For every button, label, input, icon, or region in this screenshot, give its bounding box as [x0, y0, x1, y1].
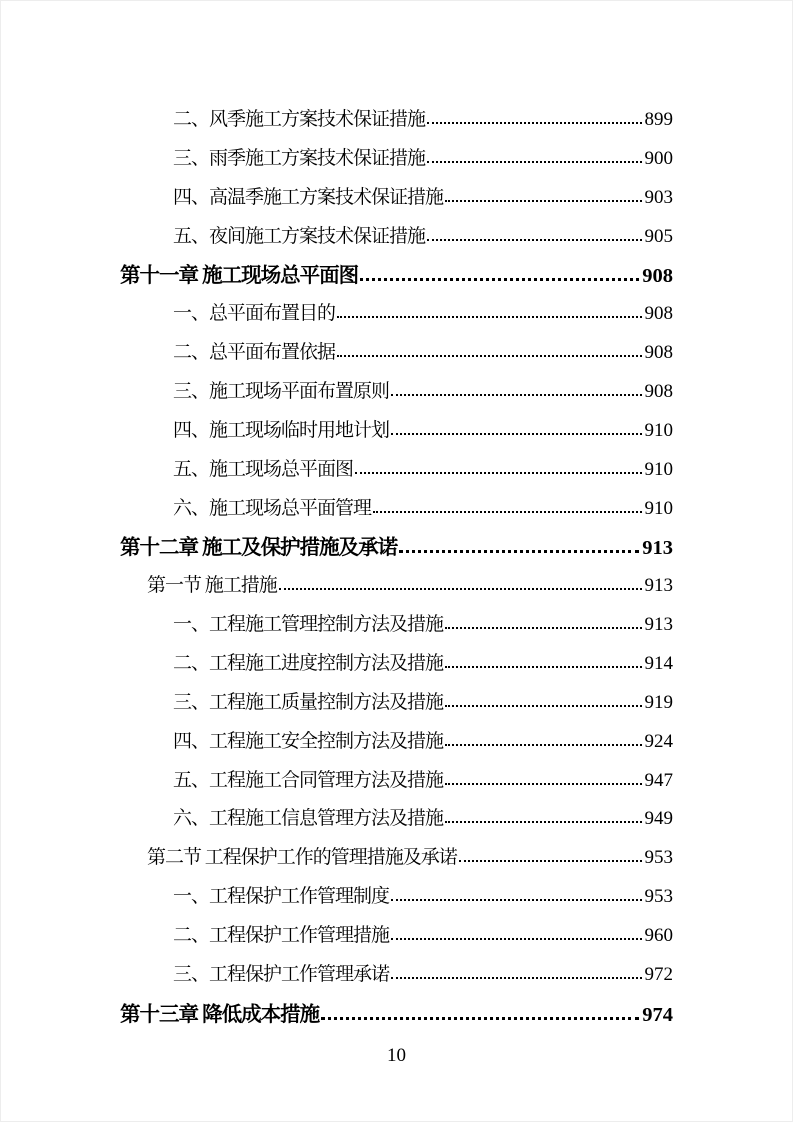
toc-entry-item[interactable]: [120, 484, 673, 523]
toc-entry-page-number: 908: [644, 342, 673, 364]
toc-entry-label: 第二节 工程保护工作的管理措施及承诺: [147, 847, 457, 869]
toc-entry-page-number: 908: [644, 303, 673, 325]
toc-entry-page-number: 900: [644, 147, 673, 169]
dot-leader: [337, 355, 641, 357]
toc-entry-label: 二、工程保护工作管理措施: [173, 925, 390, 947]
toc-entry-page-number: 910: [644, 497, 673, 519]
toc-entry-page-number: 949: [644, 808, 673, 830]
toc-entry-label: 一、总平面布置目的: [173, 303, 336, 325]
dot-leader: [445, 200, 641, 202]
dot-leader: [279, 588, 642, 590]
dot-leader: [373, 511, 641, 513]
toc-entry-section[interactable]: [120, 833, 673, 872]
toc-entry-item[interactable]: [120, 756, 673, 795]
dot-leader: [445, 627, 641, 629]
dot-leader: [445, 666, 641, 668]
toc-entry-page-number: 953: [644, 847, 673, 869]
toc-entry-label: 五、夜间施工方案技术保证措施: [173, 225, 426, 247]
toc-entry-item[interactable]: [120, 95, 673, 134]
toc-entry-item[interactable]: [120, 717, 673, 756]
toc-entry-page-number: 947: [644, 769, 673, 791]
toc-entry-label: 第十一章 施工现场总平面图: [120, 265, 359, 288]
dot-leader: [391, 899, 641, 901]
page-footer: [0, 1044, 793, 1068]
toc-entry-item[interactable]: [120, 289, 673, 328]
toc-entry-label: 六、工程施工信息管理方法及措施: [173, 808, 444, 830]
toc-entry-item[interactable]: [120, 639, 673, 678]
toc-entry-page-number: 910: [644, 419, 673, 441]
toc-entry-chapter[interactable]: [120, 250, 673, 289]
toc-list: [120, 95, 673, 1028]
toc-entry-label: 第一节 施工措施: [147, 575, 277, 597]
dot-leader: [337, 316, 641, 318]
toc-entry-chapter[interactable]: [120, 522, 673, 561]
toc-entry-page-number: 953: [644, 886, 673, 908]
toc-entry-page-number: 910: [644, 458, 673, 480]
toc-entry-label: 三、工程保护工作管理承诺: [173, 963, 390, 985]
toc-entry-label: 二、总平面布置依据: [173, 342, 336, 364]
toc-entry-item[interactable]: [120, 367, 673, 406]
toc-entry-page-number: 974: [642, 1003, 673, 1026]
dot-leader: [459, 860, 642, 862]
dot-leader: [321, 1017, 639, 1020]
dot-leader: [399, 550, 639, 553]
toc-entry-page-number: 972: [644, 963, 673, 985]
dot-leader: [355, 472, 641, 474]
toc-entry-page-number: 913: [644, 575, 673, 597]
toc-entry-item[interactable]: [120, 134, 673, 173]
dot-leader: [427, 239, 641, 241]
dot-leader: [391, 433, 641, 435]
toc-entry-label: 四、工程施工安全控制方法及措施: [173, 730, 444, 752]
toc-entry-page-number: 914: [644, 653, 673, 675]
toc-entry-item[interactable]: [120, 950, 673, 989]
toc-entry-item[interactable]: [120, 911, 673, 950]
toc-entry-item[interactable]: [120, 212, 673, 251]
toc-entry-item[interactable]: [120, 173, 673, 212]
dot-leader: [427, 122, 641, 124]
toc-entry-page-number: 919: [644, 691, 673, 713]
toc-entry-label: 第十三章 降低成本措施: [120, 1003, 320, 1026]
toc-entry-page-number: 913: [644, 614, 673, 636]
toc-entry-page-number: 908: [642, 265, 673, 288]
toc-entry-item[interactable]: [120, 794, 673, 833]
toc-entry-label: 一、工程施工管理控制方法及措施: [173, 614, 444, 636]
toc-entry-page-number: 903: [644, 186, 673, 208]
dot-leader: [391, 394, 641, 396]
toc-entry-label: 第十二章 施工及保护措施及承诺: [120, 537, 398, 560]
toc-entry-label: 一、工程保护工作管理制度: [173, 886, 390, 908]
dot-leader: [427, 161, 641, 163]
toc-entry-page-number: 908: [644, 381, 673, 403]
toc-entry-label: 二、工程施工进度控制方法及措施: [173, 653, 444, 675]
toc-entry-item[interactable]: [120, 445, 673, 484]
dot-leader: [445, 821, 641, 823]
toc-entry-chapter[interactable]: [120, 989, 673, 1028]
dot-leader: [391, 977, 641, 979]
toc-entry-label: 三、雨季施工方案技术保证措施: [173, 147, 426, 169]
toc-entry-label: 五、施工现场总平面图: [173, 458, 354, 480]
dot-leader: [445, 783, 641, 785]
toc-entry-page-number: 899: [644, 109, 673, 130]
toc-entry-item[interactable]: [120, 600, 673, 639]
toc-entry-label: 四、高温季施工方案技术保证措施: [173, 186, 444, 208]
toc-entry-page-number: 913: [642, 537, 673, 560]
dot-leader: [360, 278, 639, 281]
page-number: 10: [387, 1045, 406, 1066]
dot-leader: [445, 744, 641, 746]
dot-leader: [445, 705, 641, 707]
toc-entry-page-number: 905: [644, 225, 673, 247]
toc-entry-section[interactable]: [120, 561, 673, 600]
toc-entry-label: 三、工程施工质量控制方法及措施: [173, 691, 444, 713]
toc-entry-item[interactable]: [120, 406, 673, 445]
toc-entry-page-number: 924: [644, 730, 673, 752]
toc-entry-label: 三、施工现场平面布置原则: [173, 381, 390, 403]
toc-entry-item[interactable]: [120, 872, 673, 911]
toc-entry-label: 六、施工现场总平面管理: [173, 497, 372, 519]
toc-entry-label: 四、施工现场临时用地计划: [173, 419, 390, 441]
toc-entry-label: 二、风季施工方案技术保证措施: [173, 109, 426, 130]
toc-entry-page-number: 960: [644, 925, 673, 947]
toc-entry-item[interactable]: [120, 328, 673, 367]
toc-entry-item[interactable]: [120, 678, 673, 717]
toc-entry-label: 五、工程施工合同管理方法及措施: [173, 769, 444, 791]
dot-leader: [391, 938, 641, 940]
